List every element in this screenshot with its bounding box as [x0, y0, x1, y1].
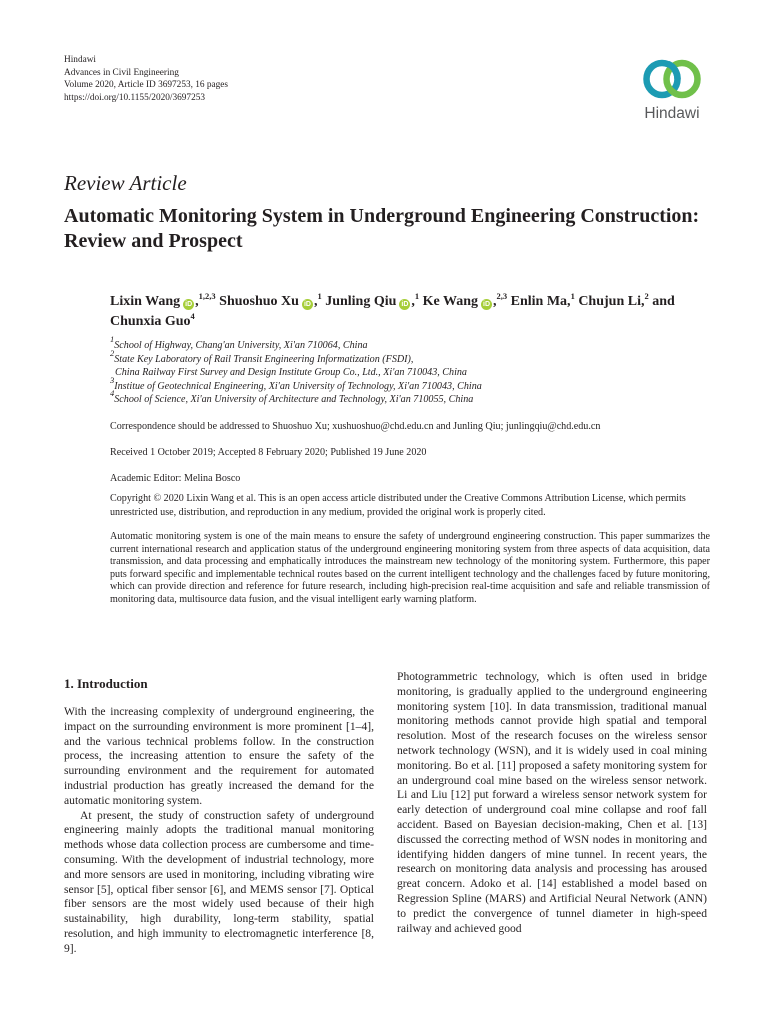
hindawi-logo[interactable] — [636, 54, 708, 134]
hindawi-logo-icon — [640, 54, 704, 104]
article-title: Automatic Monitoring System in Underground Engineering Construction: Review and Prospect — [64, 205, 700, 252]
dates-line: Received 1 October 2019; Accepted 8 February 2020; Published 19 June 2020 — [110, 447, 427, 458]
affiliation-item: China Railway First Survey and Design Institute Group Co., Ltd., Xi'an 710043, China — [115, 367, 467, 378]
volume-line: Volume 2020, Article ID 3697253, 16 pages — [64, 80, 229, 90]
article-type: Review Article — [64, 171, 187, 195]
body-column-left — [64, 676, 374, 957]
affiliation-marker: 1 — [570, 291, 575, 301]
body-column-right — [397, 670, 707, 936]
abstract: Automatic monitoring system is one of the main means to ensure the safety of underground engineering construction. This paper summarizes the current international research and application status of the underground engineering monitoring system from three aspects of data acquisition, data transmission, and data processing and emphatically introduces the mainstream new technology of the monitoring system. Furthermore, this paper puts forward specific and implementable technical routes based on the current intelligent technology and the challenges faced by future monitoring, which can provide direction and reference for future research, including high-precision real-time acquisition and safe and reliable transmission of monitoring data, multisource data fusion, and the visual intelligent early warning platform. — [110, 531, 710, 605]
orcid-icon[interactable]: iD — [401, 301, 409, 308]
doi-link[interactable]: https://doi.org/10.1155/2020/3697253 — [64, 92, 206, 103]
affiliation-marker: 1,2,3 — [198, 291, 216, 301]
orcid-icon[interactable]: iD — [483, 301, 491, 308]
paragraph: With the increasing complexity of underground engineering, the impact on the surrounding environment is more prominent [1–4], and the various technical problems follow. In the construction process, the increasing attention to ensure the safety of the surrounding environment and the requirement for automated industrial production has greatly increased the demand for the automatic monitoring system. — [64, 705, 374, 807]
author-name: Ke Wang iD ,$^{2,3}$ — [422, 291, 508, 309]
author-name-text: Shuoshuo Xu — [219, 294, 299, 309]
affiliation-item: $^3$Institue of Geotechnical Engineering, Xi'an University of Technology, Xi'an 710043, China — [110, 374, 482, 392]
affiliation-marker: 1 — [317, 291, 322, 301]
orcid-icon[interactable]: iD — [303, 301, 311, 308]
affiliation-item: $^4$School of Science, Xi'an University of Architecture and Technology, Xi'an 710055, China — [110, 388, 474, 405]
affiliation-marker: 2,3 — [496, 291, 508, 301]
affiliation-marker: 1 — [414, 291, 420, 301]
author-name — [510, 291, 575, 309]
affiliation-item: $^1$School of Highway, Chang'an University, Xi'an 710064, China — [110, 334, 368, 351]
journal-meta — [64, 54, 228, 104]
author-name-text: Lixin Wang — [110, 294, 181, 309]
affiliation-marker: 4 — [190, 311, 195, 321]
author-name-text: Ke Wang — [422, 294, 479, 309]
author-name-text: Enlin Ma, — [510, 294, 571, 309]
author-name-text: Chujun Li, — [578, 294, 645, 309]
academic-editor: Academic Editor: Melina Bosco — [110, 473, 241, 484]
author-name-text: Junling Qiu — [325, 294, 397, 309]
affiliation-marker: 2 — [644, 291, 649, 301]
author-name-text: and Chunxia Guo — [110, 294, 675, 329]
paragraph: Photogrammetric technology, which is often used in bridge monitoring, is gradually applied to the underground engineering monitoring system [10]. In data transmission, traditional manual monitoring methods cannot provide high spatial and temporal resolution. Most of the research focuses on the wireless sensor network technology (WSN), and it is widely used in coal mining monitoring. Bo et al. [11] proposed a safety monitoring system for an underground coal mine based on the wireless sensor network. Li and Liu [12] put forward a wireless sensor network system for early detection of underground coal mine collapse and roof fall accident. Based on Bayesian decision-making, Chen et al. [13] discussed the correcting method of WSN nodes in monitoring and identifying hidden dangers of mine tunnel. In recent years, the research on monitoring data analysis and processing has aroused great concern. Adoko et al. [14] established a model based on Regression Spline (MARS) and Artificial Neural Network (ANN) to predict the convergence of tunnel diameter in high-speed railway and achieved good — [397, 670, 707, 935]
author-name: Shuoshuo Xu iD ,$^1$ — [219, 291, 322, 309]
publisher-name: Hindawi — [64, 55, 97, 65]
affiliations — [110, 334, 482, 407]
author-name — [578, 291, 649, 309]
copyright-notice: Copyright © 2020 Lixin Wang et al. This is an open access article distributed under the Creative Commons Attribution License, which permits unrestricted use, distribution, and reproduction in any medium, provided the original work is properly cited. — [110, 493, 686, 518]
paragraph: At present, the study of construction safety of underground engineering mainly adopts the traditional manual monitoring methods whose data collection process are cumbersome and time-consuming. With the development of industrial technology, more and more sensors are used in monitoring, including vibrating wire sensor [5], optical fiber sensor [6], and MEMS sensor [7]. Optical fiber sensors are the most widely used because of their high sustainability, high durability, long-term stability, spatial resolution, and high immunity to electromagnetic interference [8, 9]. — [64, 808, 374, 955]
author-name: Lixin Wang iD ,$^{1,2,3}$ — [110, 291, 216, 309]
affiliation-item: $^2$State Key Laboratory of Rail Transit Engineering Informatization (FSDI), — [110, 347, 414, 365]
author-list — [110, 292, 720, 332]
journal-name: Advances in Civil Engineering — [64, 67, 179, 78]
author-name: Junling Qiu iD ,$^1$ — [325, 291, 420, 309]
correspondence-line: Correspondence should be addressed to Shuoshuo Xu; xushuoshuo@chd.edu.cn and Junling Qiu; junlingqiu@chd.edu.cn — [110, 421, 601, 432]
orcid-icon[interactable]: iD — [185, 301, 193, 308]
section-heading: 1. Introduction — [64, 676, 148, 691]
logo-text: Hindawi — [644, 105, 700, 122]
